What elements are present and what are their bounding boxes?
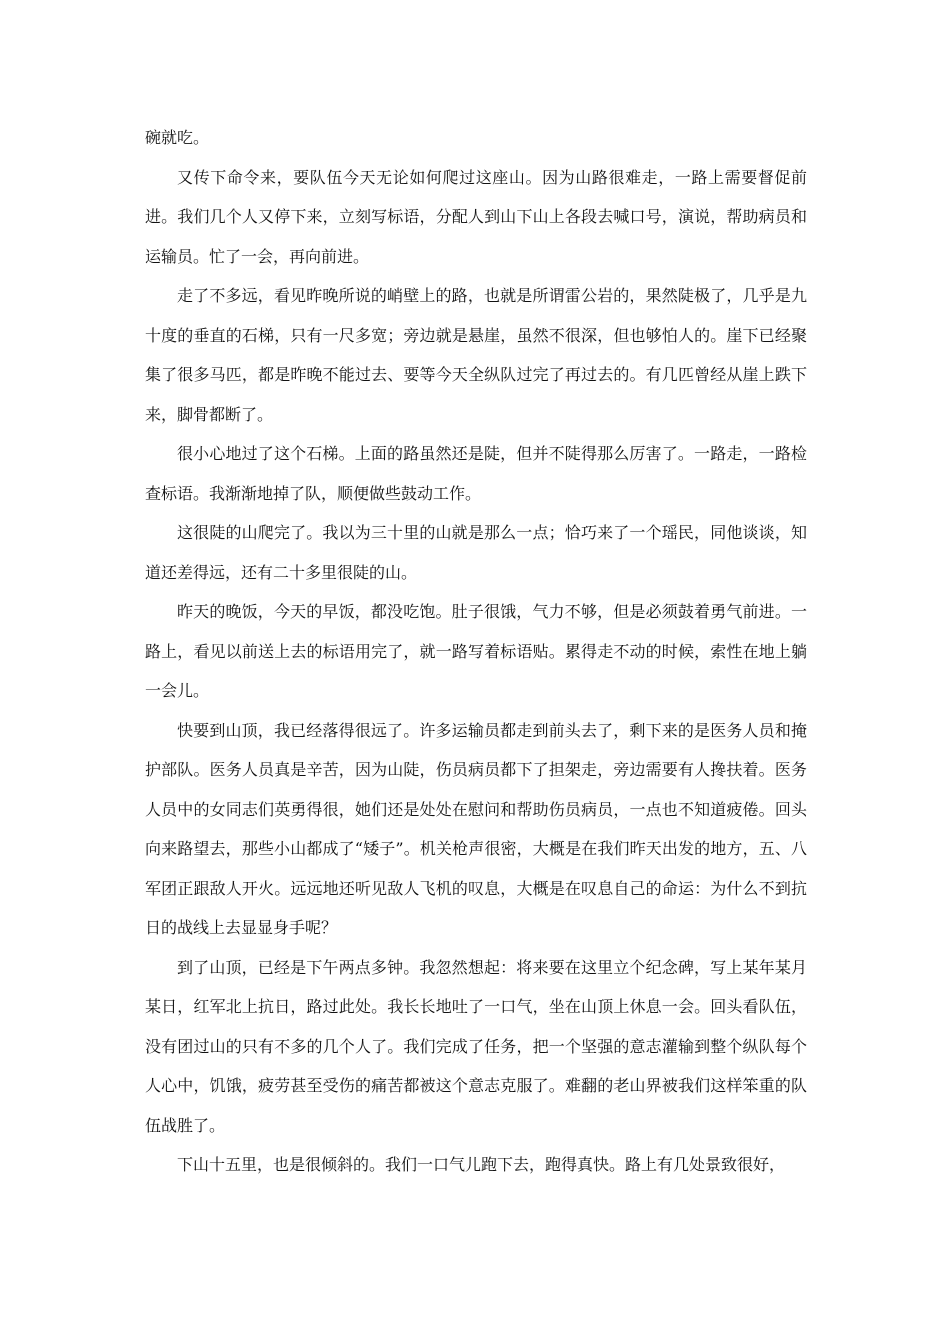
paragraph-4: 很小心地过了这个石梯。上面的路虽然还是陡，但并不陡得那么厉害了。一路走，一路检查标语。我渐渐地掉了队，顺便做些鼓动工作。 (145, 444, 807, 503)
document-body (145, 118, 807, 1185)
paragraph-9: 下山十五里，也是很倾斜的。我们一口气儿跑下去，跑得真快。路上有几处景致很好， (177, 1155, 786, 1174)
paragraph-6: 昨天的晚饭，今天的早饭，都没吃饱。肚子很饿，气力不够，但是必须鼓着勇气前进。一路上，看见以前送上去的标语用完了，就一路写着标语贴。累得走不动的时候，索性在地上躺一会儿。 (145, 602, 807, 700)
paragraph-1: 碗就吃。 (145, 128, 210, 147)
paragraph-3: 走了不多远，看见昨晚所说的峭壁上的路，也就是所谓雷公岩的，果然陡极了，几乎是九十度的垂直的石梯，只有一尺多宽；旁边就是悬崖，虽然不很深，但也够怕人的。崖下已经聚集了很多马匹，都是昨晚不能过去、要等今天全纵队过完了再过去的。有几匹曾经从崖上跌下来，脚骨都断了。 (145, 286, 807, 424)
paragraph-5: 这很陡的山爬完了。我以为三十里的山就是那么一点；恰巧来了一个瑶民，同他谈谈，知道还差得远，还有二十多里很陡的山。 (145, 523, 807, 582)
paragraph-2: 又传下命令来，要队伍今天无论如何爬过这座山。因为山路很难走，一路上需要督促前进。我们几个人又停下来，立刻写标语，分配人到山下山上各段去喊口号，演说，帮助病员和运输员。忙了一会，再向前进。 (145, 167, 807, 266)
paragraph-8: 到了山顶，已经是下午两点多钟。我忽然想起：将来要在这里立个纪念碑，写上某年某月某日，红军北上抗日，路过此处。我长长地吐了一口气，坐在山顶上休息一会。回头看队伍，没有团过山的只有不多的几个人了。我们完成了任务，把一个坚强的意志灌输到整个纵队每个人心中，饥饿，疲劳甚至受伤的痛苦都被这个意志克服了。难翻的老山界被我们这样笨重的队伍战胜了。 (145, 957, 807, 1135)
paragraph-7: 快要到山顶，我已经落得很远了。许多运输员都走到前头去了，剩下来的是医务人员和掩护部队。医务人员真是辛苦，因为山陡，伤员病员都下了担架走，旁边需要有人搀扶着。医务人员中的女同志们英勇得很，她们还是处处在慰问和帮助伤员病员，一点也不知道疲倦。回头向来路望去，那些小山都成了“矮子”。机关枪声很密，大概是在我们昨天出发的地方，五、八军团正跟敌人开火。远远地还听见敌人飞机的叹息，大概是在叹息自己的命运：为什么不到抗日的战线上去显显身手呢？ (145, 720, 807, 937)
